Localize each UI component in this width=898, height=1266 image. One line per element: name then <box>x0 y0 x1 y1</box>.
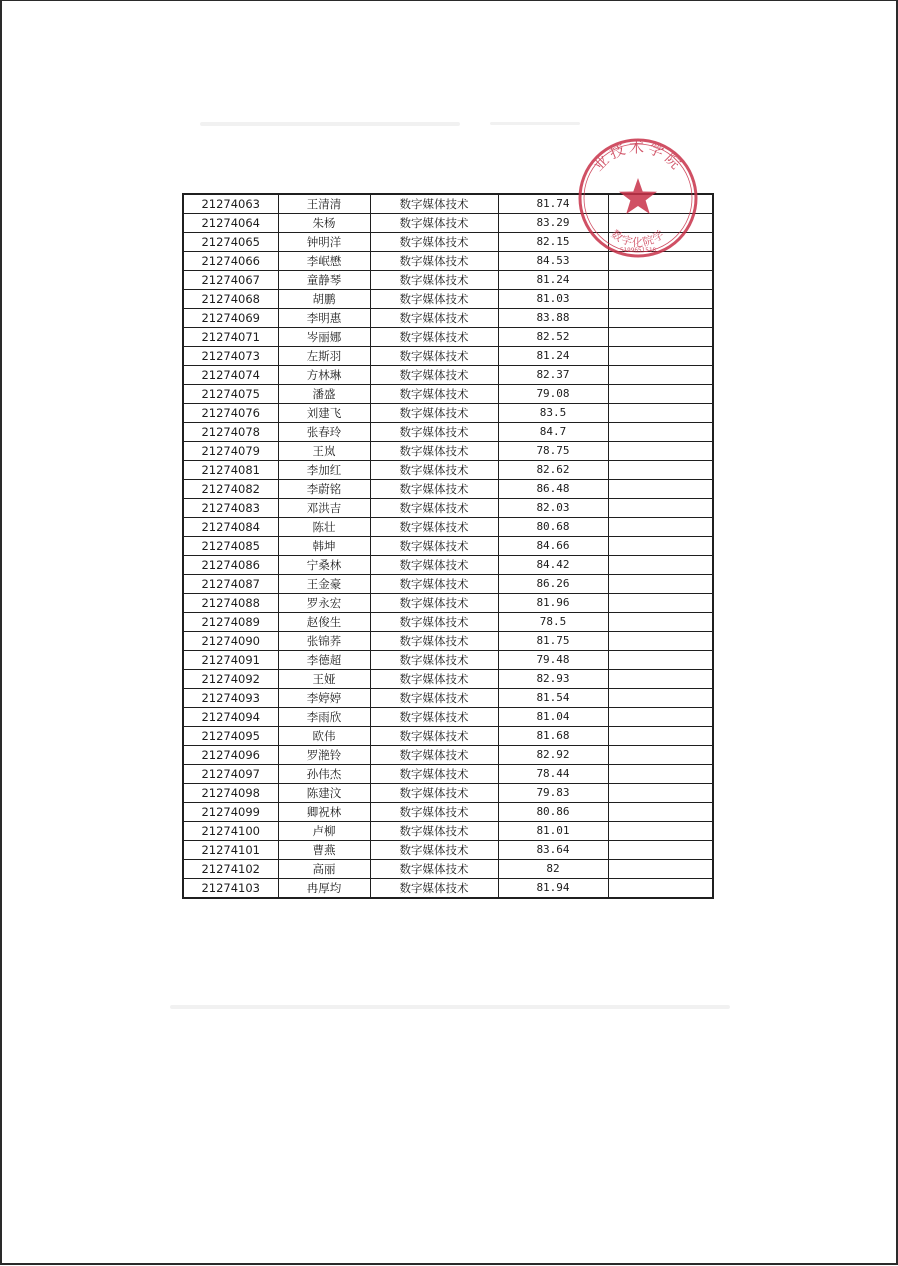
student-id-cell: 21274071 <box>183 328 278 347</box>
note-cell <box>608 860 713 879</box>
note-cell <box>608 404 713 423</box>
major-cell: 数字媒体技术 <box>370 879 498 899</box>
table-row <box>183 214 713 233</box>
student-id-cell: 21274098 <box>183 784 278 803</box>
major-cell: 数字媒体技术 <box>370 442 498 461</box>
table-row <box>183 194 713 214</box>
student-name-cell: 王娅 <box>278 670 370 689</box>
note-cell <box>608 347 713 366</box>
note-cell <box>608 480 713 499</box>
score-cell: 81.68 <box>498 727 608 746</box>
table-row <box>183 271 713 290</box>
student-name-cell: 孙伟杰 <box>278 765 370 784</box>
student-name-cell: 朱杨 <box>278 214 370 233</box>
score-cell: 84.42 <box>498 556 608 575</box>
student-id-cell: 21274087 <box>183 575 278 594</box>
table-row <box>183 347 713 366</box>
student-name-cell: 陈壮 <box>278 518 370 537</box>
student-name-cell: 张锦荞 <box>278 632 370 651</box>
table-row <box>183 442 713 461</box>
table-row <box>183 727 713 746</box>
student-name-cell: 钟明洋 <box>278 233 370 252</box>
table-row <box>183 784 713 803</box>
note-cell <box>608 366 713 385</box>
student-id-cell: 21274078 <box>183 423 278 442</box>
major-cell: 数字媒体技术 <box>370 708 498 727</box>
major-cell: 数字媒体技术 <box>370 233 498 252</box>
major-cell: 数字媒体技术 <box>370 347 498 366</box>
student-name-cell: 罗永宏 <box>278 594 370 613</box>
scan-artifact <box>200 122 460 126</box>
table-body <box>183 194 713 898</box>
note-cell <box>608 461 713 480</box>
table-row <box>183 841 713 860</box>
student-id-cell: 21274065 <box>183 233 278 252</box>
note-cell <box>608 252 713 271</box>
student-id-cell: 21274084 <box>183 518 278 537</box>
score-cell: 79.48 <box>498 651 608 670</box>
student-name-cell: 潘盛 <box>278 385 370 404</box>
student-id-cell: 21274074 <box>183 366 278 385</box>
score-cell: 83.29 <box>498 214 608 233</box>
note-cell <box>608 309 713 328</box>
table-row <box>183 613 713 632</box>
student-name-cell: 韩坤 <box>278 537 370 556</box>
seal-upper-text: 业技术学院 <box>589 138 687 175</box>
student-id-cell: 21274094 <box>183 708 278 727</box>
table-row <box>183 651 713 670</box>
major-cell: 数字媒体技术 <box>370 537 498 556</box>
student-name-cell: 童静琴 <box>278 271 370 290</box>
major-cell: 数字媒体技术 <box>370 461 498 480</box>
student-id-cell: 21274066 <box>183 252 278 271</box>
note-cell <box>608 708 713 727</box>
student-name-cell: 李岷懋 <box>278 252 370 271</box>
table-row <box>183 575 713 594</box>
table-row <box>183 385 713 404</box>
student-id-cell: 21274089 <box>183 613 278 632</box>
student-name-cell: 王金豪 <box>278 575 370 594</box>
table-row <box>183 309 713 328</box>
score-cell: 83.64 <box>498 841 608 860</box>
student-name-cell: 李婷婷 <box>278 689 370 708</box>
major-cell: 数字媒体技术 <box>370 670 498 689</box>
student-name-cell: 胡鹏 <box>278 290 370 309</box>
score-cell: 81.04 <box>498 708 608 727</box>
student-id-cell: 21274097 <box>183 765 278 784</box>
table-row <box>183 708 713 727</box>
note-cell <box>608 822 713 841</box>
note-cell <box>608 556 713 575</box>
score-cell: 82 <box>498 860 608 879</box>
score-cell: 84.53 <box>498 252 608 271</box>
student-id-cell: 21274096 <box>183 746 278 765</box>
major-cell: 数字媒体技术 <box>370 651 498 670</box>
major-cell: 数字媒体技术 <box>370 404 498 423</box>
major-cell: 数字媒体技术 <box>370 575 498 594</box>
student-name-cell: 卢柳 <box>278 822 370 841</box>
note-cell <box>608 803 713 822</box>
student-name-cell: 左斯羽 <box>278 347 370 366</box>
student-name-cell: 李加红 <box>278 461 370 480</box>
major-cell: 数字媒体技术 <box>370 252 498 271</box>
student-id-cell: 21274099 <box>183 803 278 822</box>
major-cell: 数字媒体技术 <box>370 594 498 613</box>
table-row <box>183 480 713 499</box>
score-cell: 83.5 <box>498 404 608 423</box>
student-id-cell: 21274064 <box>183 214 278 233</box>
table-row <box>183 290 713 309</box>
score-cell: 86.26 <box>498 575 608 594</box>
student-name-cell: 李明惠 <box>278 309 370 328</box>
student-name-cell: 王清清 <box>278 194 370 214</box>
major-cell: 数字媒体技术 <box>370 632 498 651</box>
score-cell: 81.24 <box>498 271 608 290</box>
student-name-cell: 罗滟铃 <box>278 746 370 765</box>
student-id-cell: 21274081 <box>183 461 278 480</box>
table-row <box>183 822 713 841</box>
student-name-cell: 李蔚铭 <box>278 480 370 499</box>
seal-number: 5199651518 <box>619 247 657 254</box>
student-id-cell: 21274101 <box>183 841 278 860</box>
major-cell: 数字媒体技术 <box>370 328 498 347</box>
score-cell: 84.7 <box>498 423 608 442</box>
major-cell: 数字媒体技术 <box>370 214 498 233</box>
score-cell: 78.5 <box>498 613 608 632</box>
score-cell: 82.52 <box>498 328 608 347</box>
student-id-cell: 21274069 <box>183 309 278 328</box>
table-row <box>183 556 713 575</box>
student-name-cell: 李雨欣 <box>278 708 370 727</box>
table-row <box>183 860 713 879</box>
score-cell: 78.44 <box>498 765 608 784</box>
score-cell: 81.96 <box>498 594 608 613</box>
note-cell <box>608 423 713 442</box>
score-cell: 79.83 <box>498 784 608 803</box>
student-name-cell: 方林琳 <box>278 366 370 385</box>
major-cell: 数字媒体技术 <box>370 765 498 784</box>
seal-lower-text: 数字化院学 <box>608 227 668 249</box>
student-id-cell: 21274079 <box>183 442 278 461</box>
student-id-cell: 21274085 <box>183 537 278 556</box>
table-row <box>183 670 713 689</box>
score-cell: 82.93 <box>498 670 608 689</box>
student-name-cell: 冉厚均 <box>278 879 370 899</box>
score-cell: 81.01 <box>498 822 608 841</box>
note-cell <box>608 727 713 746</box>
score-cell: 82.37 <box>498 366 608 385</box>
score-cell: 81.94 <box>498 879 608 899</box>
student-name-cell: 刘建飞 <box>278 404 370 423</box>
major-cell: 数字媒体技术 <box>370 194 498 214</box>
table-row <box>183 765 713 784</box>
major-cell: 数字媒体技术 <box>370 613 498 632</box>
note-cell <box>608 765 713 784</box>
score-cell: 84.66 <box>498 537 608 556</box>
score-cell: 83.88 <box>498 309 608 328</box>
student-id-cell: 21274067 <box>183 271 278 290</box>
student-name-cell: 岑丽娜 <box>278 328 370 347</box>
student-id-cell: 21274083 <box>183 499 278 518</box>
score-cell: 81.75 <box>498 632 608 651</box>
student-name-cell: 高丽 <box>278 860 370 879</box>
note-cell <box>608 442 713 461</box>
table-row <box>183 461 713 480</box>
table-row <box>183 404 713 423</box>
major-cell: 数字媒体技术 <box>370 803 498 822</box>
note-cell <box>608 499 713 518</box>
note-cell <box>608 689 713 708</box>
table-row <box>183 879 713 899</box>
student-name-cell: 陈建汶 <box>278 784 370 803</box>
score-cell: 80.86 <box>498 803 608 822</box>
student-name-cell: 赵俊生 <box>278 613 370 632</box>
major-cell: 数字媒体技术 <box>370 841 498 860</box>
table-row <box>183 746 713 765</box>
score-cell: 81.54 <box>498 689 608 708</box>
note-cell <box>608 670 713 689</box>
major-cell: 数字媒体技术 <box>370 689 498 708</box>
note-cell <box>608 784 713 803</box>
table-row <box>183 233 713 252</box>
major-cell: 数字媒体技术 <box>370 423 498 442</box>
major-cell: 数字媒体技术 <box>370 271 498 290</box>
note-cell <box>608 594 713 613</box>
major-cell: 数字媒体技术 <box>370 746 498 765</box>
table-row <box>183 594 713 613</box>
major-cell: 数字媒体技术 <box>370 860 498 879</box>
student-name-cell: 欧伟 <box>278 727 370 746</box>
note-cell <box>608 518 713 537</box>
scan-artifact <box>170 1005 730 1009</box>
table-row <box>183 537 713 556</box>
scan-artifact <box>490 122 580 125</box>
major-cell: 数字媒体技术 <box>370 499 498 518</box>
major-cell: 数字媒体技术 <box>370 385 498 404</box>
note-cell <box>608 613 713 632</box>
major-cell: 数字媒体技术 <box>370 290 498 309</box>
note-cell <box>608 537 713 556</box>
note-cell <box>608 651 713 670</box>
student-name-cell: 邓洪吉 <box>278 499 370 518</box>
table-row <box>183 803 713 822</box>
note-cell <box>608 746 713 765</box>
student-id-cell: 21274073 <box>183 347 278 366</box>
table-row <box>183 499 713 518</box>
major-cell: 数字媒体技术 <box>370 784 498 803</box>
student-id-cell: 21274092 <box>183 670 278 689</box>
student-name-cell: 宁桑林 <box>278 556 370 575</box>
student-id-cell: 21274076 <box>183 404 278 423</box>
student-id-cell: 21274100 <box>183 822 278 841</box>
score-cell: 86.48 <box>498 480 608 499</box>
score-cell: 81.24 <box>498 347 608 366</box>
score-cell: 82.03 <box>498 499 608 518</box>
score-cell: 80.68 <box>498 518 608 537</box>
note-cell <box>608 214 713 233</box>
student-name-cell: 曹燕 <box>278 841 370 860</box>
table-row <box>183 518 713 537</box>
major-cell: 数字媒体技术 <box>370 480 498 499</box>
score-cell: 81.03 <box>498 290 608 309</box>
student-id-cell: 21274088 <box>183 594 278 613</box>
major-cell: 数字媒体技术 <box>370 366 498 385</box>
score-cell: 82.92 <box>498 746 608 765</box>
table-row <box>183 366 713 385</box>
score-cell: 82.15 <box>498 233 608 252</box>
table-row <box>183 252 713 271</box>
note-cell <box>608 290 713 309</box>
student-name-cell: 李德超 <box>278 651 370 670</box>
score-cell: 82.62 <box>498 461 608 480</box>
student-name-cell: 卿祝林 <box>278 803 370 822</box>
student-name-cell: 张春玲 <box>278 423 370 442</box>
table-row <box>183 328 713 347</box>
table-row <box>183 423 713 442</box>
note-cell <box>608 194 713 214</box>
score-cell: 78.75 <box>498 442 608 461</box>
major-cell: 数字媒体技术 <box>370 309 498 328</box>
score-cell: 79.08 <box>498 385 608 404</box>
student-id-cell: 21274091 <box>183 651 278 670</box>
student-id-cell: 21274086 <box>183 556 278 575</box>
student-id-cell: 21274103 <box>183 879 278 899</box>
note-cell <box>608 328 713 347</box>
note-cell <box>608 271 713 290</box>
note-cell <box>608 233 713 252</box>
student-score-table <box>182 193 714 899</box>
note-cell <box>608 385 713 404</box>
note-cell <box>608 632 713 651</box>
student-id-cell: 21274095 <box>183 727 278 746</box>
student-id-cell: 21274082 <box>183 480 278 499</box>
student-id-cell: 21274090 <box>183 632 278 651</box>
note-cell <box>608 841 713 860</box>
student-name-cell: 王岚 <box>278 442 370 461</box>
major-cell: 数字媒体技术 <box>370 822 498 841</box>
student-id-cell: 21274075 <box>183 385 278 404</box>
student-id-cell: 21274093 <box>183 689 278 708</box>
score-cell: 81.74 <box>498 194 608 214</box>
table-row <box>183 632 713 651</box>
major-cell: 数字媒体技术 <box>370 727 498 746</box>
student-id-cell: 21274102 <box>183 860 278 879</box>
student-id-cell: 21274068 <box>183 290 278 309</box>
student-id-cell: 21274063 <box>183 194 278 214</box>
note-cell <box>608 879 713 899</box>
major-cell: 数字媒体技术 <box>370 556 498 575</box>
major-cell: 数字媒体技术 <box>370 518 498 537</box>
table-row <box>183 689 713 708</box>
note-cell <box>608 575 713 594</box>
